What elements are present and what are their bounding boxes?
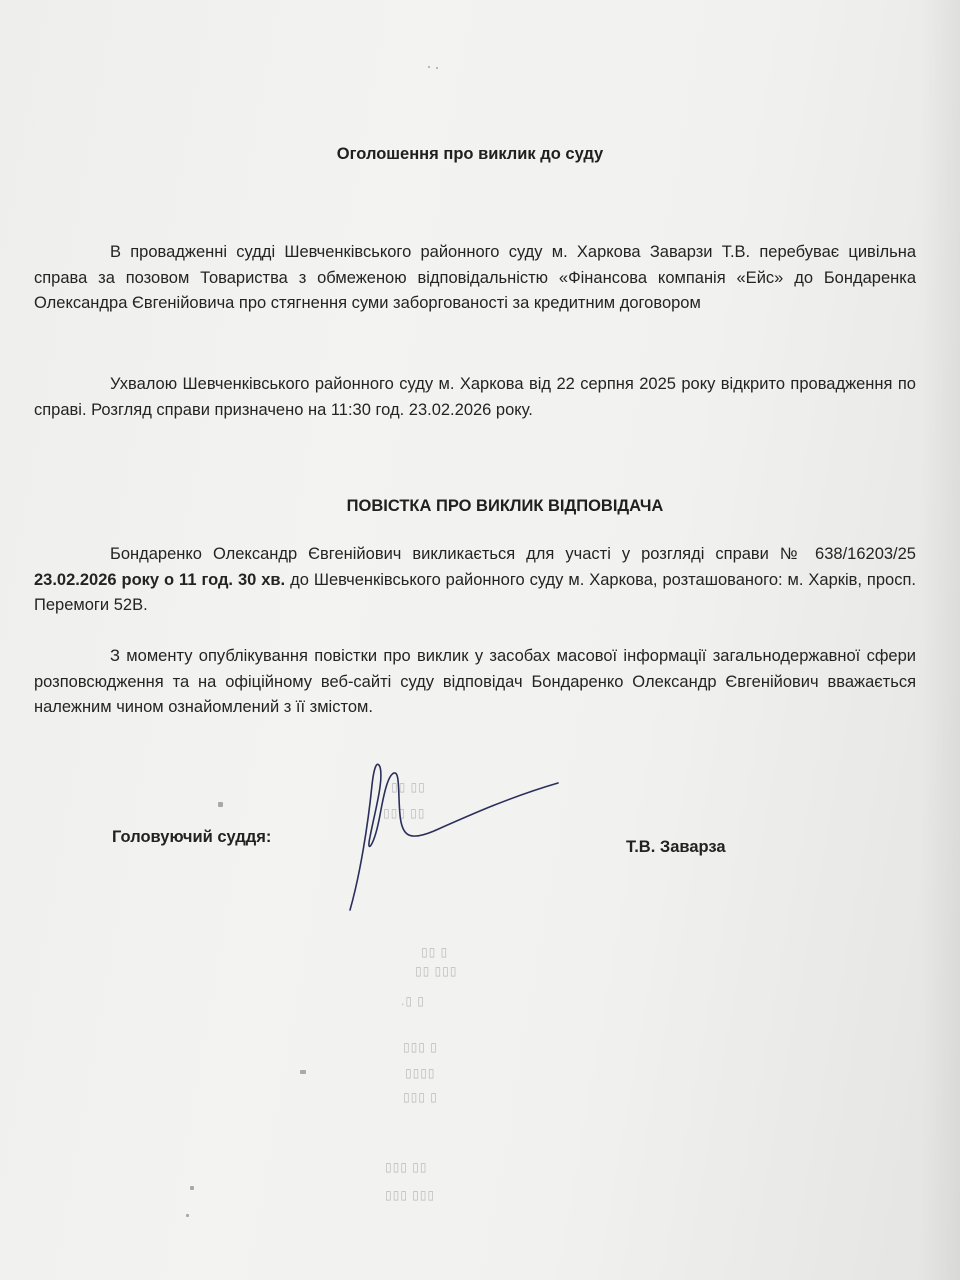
paragraph-case-info-text: В провадженні судді Шевченківського районного суду м. Харкова Заварзи Т.В. перебуває цивільна справа за позовом Товариства з обмеженою відповідальністю «Фінансова компанія «Ейс» до Бондаренка Олександра Євгенійовича про стягнення суми заборгованості за кредитним договором xyxy=(34,243,916,312)
scan-speck xyxy=(218,802,223,807)
reverse-side-bleed: ▯▯▯ ▯▯ xyxy=(414,964,457,978)
reverse-side-bleed: ▯▯▯▯ xyxy=(404,1066,435,1080)
scan-speck xyxy=(300,1070,306,1074)
scan-speck xyxy=(436,67,438,69)
reverse-side-bleed: ▯▯▯ ▯▯▯ xyxy=(384,1188,434,1202)
handwritten-signature xyxy=(330,755,570,925)
paragraph-case-info xyxy=(34,240,916,317)
paragraph-summons-start: Бондаренко Олександр Євгенійович викликається для участі у розгляді справи № 638/16203/25 xyxy=(110,545,916,563)
reverse-side-bleed: ▯ ▯▯ xyxy=(420,945,448,959)
scan-speck xyxy=(428,66,430,68)
reverse-side-bleed: ▯ ▯. xyxy=(400,994,424,1008)
document-title: Оголошення про виклик до суду xyxy=(336,145,604,163)
reverse-side-bleed: ▯▯ ▯▯ xyxy=(390,780,425,794)
paragraph-notice-text: З моменту опублікування повістки про виклик у засобах масової інформації загальнодержавної сфери розповсюдження та на офіційному веб-сайті суду відповідач Бондаренко Олександр Євгенійович вважається належним чином ознайомлений з її змістом. xyxy=(34,647,916,716)
scan-speck xyxy=(186,1214,189,1217)
paragraph-summons xyxy=(34,542,916,619)
paragraph-ruling-text: Ухвалою Шевченківського районного суду м. Харкова від 22 серпня 2025 року відкрито провадження по справі. Розгляд справи призначено на 11:30 год. 23.02.2026 року. xyxy=(34,375,916,419)
paragraph-notice xyxy=(34,644,916,721)
presiding-judge-label: Головуючий суддя: xyxy=(112,828,272,846)
scan-speck xyxy=(190,1186,194,1190)
reverse-side-bleed: ▯▯ ▯▯▯ xyxy=(382,806,425,820)
summons-subtitle: ПОВІСТКА ПРО ВИКЛИК ВІДПОВІДАЧА xyxy=(346,497,664,515)
hearing-datetime: 23.02.2026 року о 11 год. 30 хв. xyxy=(34,570,286,589)
reverse-side-bleed: ▯ ▯▯▯ xyxy=(402,1040,437,1054)
paragraph-ruling xyxy=(34,372,916,423)
paragraph-summons-end: до Шевченківського районного суду м. Харкова, розташованого: м. Харків, просп. Перемоги 52В. xyxy=(34,570,916,614)
page-edge-shadow xyxy=(920,0,960,1280)
reverse-side-bleed: ▯▯ ▯▯▯ xyxy=(384,1160,427,1174)
judge-name: Т.В. Заварза xyxy=(626,838,726,856)
reverse-side-bleed: ▯ ▯▯▯ xyxy=(402,1090,437,1104)
